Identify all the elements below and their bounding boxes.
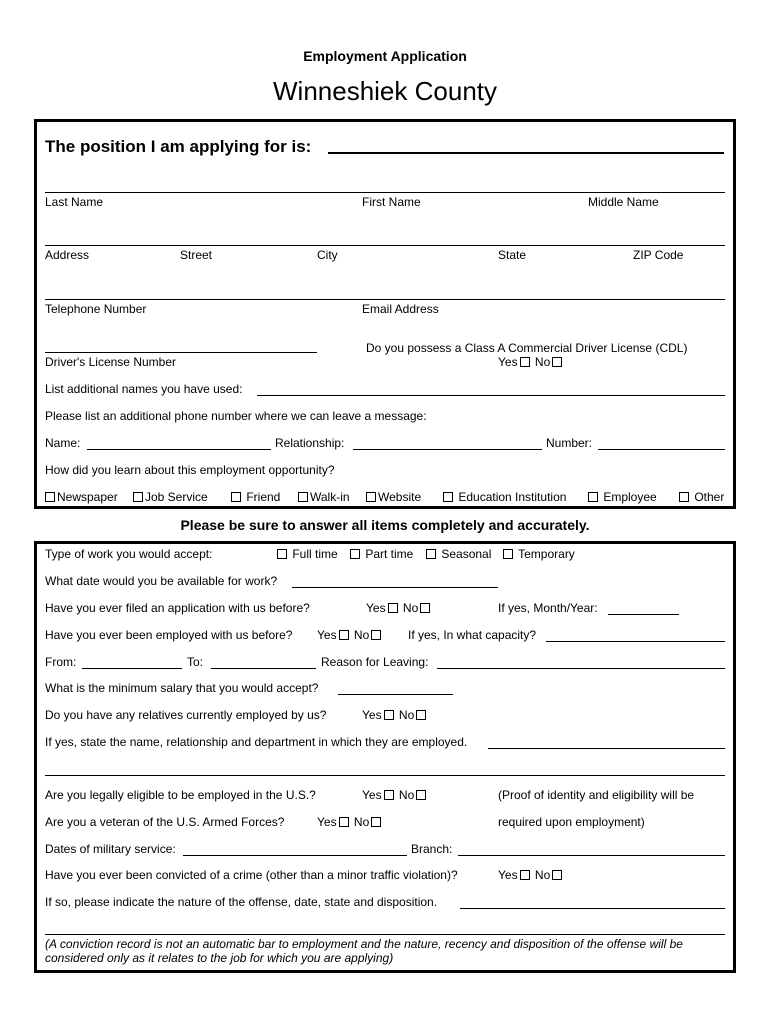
relatives-yes-checkbox[interactable] <box>384 710 394 720</box>
filed-no-checkbox[interactable] <box>420 603 430 613</box>
source-other <box>677 490 724 504</box>
employed-no-checkbox[interactable] <box>371 630 381 640</box>
form-title: Employment Application <box>303 48 467 64</box>
available-date-field[interactable] <box>292 587 498 588</box>
capacity-label: If yes, In what capacity? <box>408 628 537 642</box>
middle-name-label: Middle Name <box>588 195 659 209</box>
offense-detail-field-2[interactable] <box>45 934 725 935</box>
offense-detail-field[interactable] <box>460 908 725 909</box>
proof-note-line2: required upon employment) <box>498 815 645 829</box>
website-label: Website <box>378 490 422 504</box>
relatives-detail-field[interactable] <box>488 748 725 749</box>
month-year-label: If yes, Month/Year: <box>498 601 598 615</box>
additional-phone-label: Please list an additional phone number where we can leave a message: <box>45 409 427 423</box>
veteran-yes-label: Yes <box>317 815 337 829</box>
email-label: Email Address <box>362 302 439 316</box>
min-salary-label: What is the minimum salary that you would accept? <box>45 681 319 695</box>
message-name-field[interactable] <box>87 449 271 450</box>
from-field[interactable] <box>82 668 182 669</box>
eligible-yes-label: Yes <box>362 788 382 802</box>
eligible-no-label: No <box>398 788 415 802</box>
other-checkbox[interactable] <box>679 492 689 502</box>
state-label: State <box>498 248 527 262</box>
city-label: City <box>317 248 338 262</box>
number-label: Number: <box>546 436 593 450</box>
convicted-yes-label: Yes <box>498 868 518 882</box>
relatives-label: Do you have any relatives currently employed by us? <box>45 708 327 722</box>
relatives-yes-label: Yes <box>362 708 382 722</box>
conviction-note: (A conviction record is not an automatic bar to employment and the nature, recency and disposition of the offense will be considered only as it relates to the job for which you are applying) <box>45 937 683 965</box>
seasonal-label: Seasonal <box>441 547 492 561</box>
how-learn-label: How did you learn about this employment opportunity? <box>45 463 335 477</box>
eligible-yes-checkbox[interactable] <box>384 790 394 800</box>
telephone-label: Telephone Number <box>45 302 147 316</box>
legally-eligible-label: Are you legally eligible to be employed in the U.S.? <box>45 788 316 802</box>
accuracy-notice: Please be sure to answer all items completely and accurately. <box>180 517 590 533</box>
employed-before-options <box>317 628 383 642</box>
education-checkbox[interactable] <box>443 492 453 502</box>
capacity-field[interactable] <box>546 641 725 642</box>
newspaper-label: Newspaper <box>57 490 118 504</box>
additional-names-row <box>45 382 242 396</box>
part-time-label: Part time <box>365 547 414 561</box>
source-website <box>366 490 421 504</box>
relatives-detail-label: If yes, state the name, relationship and department in which they are employed. <box>45 735 468 749</box>
relatives-no-checkbox[interactable] <box>416 710 426 720</box>
employee-checkbox[interactable] <box>588 492 598 502</box>
friend-checkbox[interactable] <box>231 492 241 502</box>
veteran-no-label: No <box>353 815 370 829</box>
zip-label: ZIP Code <box>633 248 684 262</box>
employed-no-label: No <box>353 628 370 642</box>
message-name-label: Name: <box>45 436 81 450</box>
convicted-yes-checkbox[interactable] <box>520 870 530 880</box>
military-dates-field[interactable] <box>183 855 407 856</box>
relationship-field[interactable] <box>353 449 542 450</box>
reason-field[interactable] <box>437 668 725 669</box>
contact-field[interactable] <box>45 299 725 300</box>
additional-names-field[interactable] <box>257 395 725 396</box>
cdl-options <box>498 355 564 369</box>
work-seasonal <box>424 547 491 561</box>
cdl-question: Do you possess a Class A Commercial Driver License (CDL) <box>366 341 688 355</box>
from-label: From: <box>45 655 77 669</box>
offense-detail-label: If so, please indicate the nature of the offense, date, state and disposition. <box>45 895 438 909</box>
address-field[interactable] <box>45 245 725 246</box>
filed-before-label: Have you ever filed an application with us before? <box>45 601 310 615</box>
work-temporary <box>501 547 575 561</box>
relatives-no-label: No <box>398 708 415 722</box>
first-name-label: First Name <box>362 195 421 209</box>
work-full-time <box>275 547 338 561</box>
source-education <box>441 490 566 504</box>
county-name: Winneshiek County <box>273 76 497 106</box>
work-part-time <box>348 547 413 561</box>
temporary-checkbox[interactable] <box>503 549 513 559</box>
full-time-label: Full time <box>292 547 338 561</box>
filed-yes-label: Yes <box>366 601 386 615</box>
filed-yes-checkbox[interactable] <box>388 603 398 613</box>
relationship-label: Relationship: <box>275 436 345 450</box>
source-employee <box>586 490 657 504</box>
newspaper-checkbox[interactable] <box>45 492 55 502</box>
min-salary-field[interactable] <box>338 694 453 695</box>
seasonal-checkbox[interactable] <box>426 549 436 559</box>
veteran-yes-checkbox[interactable] <box>339 817 349 827</box>
source-newspaper <box>45 490 118 504</box>
position-label: The position I am applying for is: <box>45 137 312 156</box>
job-service-checkbox[interactable] <box>133 492 143 502</box>
friend-label: Friend <box>246 490 281 504</box>
branch-field[interactable] <box>458 855 725 856</box>
veteran-label: Are you a veteran of the U.S. Armed Forces? <box>45 815 285 829</box>
employed-yes-label: Yes <box>317 628 337 642</box>
additional-names-label: List additional names you have used: <box>45 382 243 396</box>
to-label: To: <box>187 655 204 669</box>
last-name-label: Last Name <box>45 195 104 209</box>
full-time-checkbox[interactable] <box>277 549 287 559</box>
veteran-options <box>317 815 383 829</box>
name-field[interactable] <box>45 192 725 193</box>
part-time-checkbox[interactable] <box>350 549 360 559</box>
walk-in-checkbox[interactable] <box>298 492 308 502</box>
military-dates-label: Dates of military service: <box>45 842 176 856</box>
job-service-label: Job Service <box>145 490 208 504</box>
convicted-no-checkbox[interactable] <box>552 870 562 880</box>
eligible-options <box>362 788 428 802</box>
other-label: Other <box>694 490 725 504</box>
cdl-no-label: No <box>534 355 551 369</box>
convicted-label: Have you ever been convicted of a crime (other than a minor traffic violation)? <box>45 868 458 882</box>
relatives-detail-field-2[interactable] <box>45 775 725 776</box>
position-field[interactable] <box>328 152 724 154</box>
address-label: Address <box>45 248 90 262</box>
to-field[interactable] <box>211 668 316 669</box>
eligible-no-checkbox[interactable] <box>416 790 426 800</box>
convicted-options <box>498 868 564 882</box>
drivers-license-field[interactable] <box>45 352 317 353</box>
number-field[interactable] <box>598 449 725 450</box>
source-walk-in <box>296 490 350 504</box>
drivers-license-label: Driver's License Number <box>45 355 176 369</box>
reason-label: Reason for Leaving: <box>321 655 429 669</box>
source-job-service <box>133 490 208 504</box>
convicted-no-label: No <box>534 868 551 882</box>
source-friend <box>229 490 280 504</box>
type-of-work-label: Type of work you would accept: <box>45 547 213 561</box>
available-date-label: What date would you be available for work? <box>45 574 278 588</box>
cdl-yes-label: Yes <box>498 355 518 369</box>
relatives-options <box>362 708 428 722</box>
month-year-field[interactable] <box>608 614 679 615</box>
proof-note-line1: (Proof of identity and eligibility will be <box>498 788 695 802</box>
cdl-no-checkbox[interactable] <box>552 357 562 367</box>
employee-label: Employee <box>603 490 657 504</box>
branch-label: Branch: <box>411 842 453 856</box>
filed-before-options <box>366 601 432 615</box>
temporary-label: Temporary <box>518 547 575 561</box>
filed-no-label: No <box>402 601 419 615</box>
education-label: Education Institution <box>458 490 567 504</box>
cdl-yes-checkbox[interactable] <box>520 357 530 367</box>
website-checkbox[interactable] <box>366 492 376 502</box>
street-label: Street <box>180 248 213 262</box>
walk-in-label: Walk-in <box>310 490 350 504</box>
employed-before-label: Have you ever been employed with us before? <box>45 628 293 642</box>
veteran-no-checkbox[interactable] <box>371 817 381 827</box>
employed-yes-checkbox[interactable] <box>339 630 349 640</box>
